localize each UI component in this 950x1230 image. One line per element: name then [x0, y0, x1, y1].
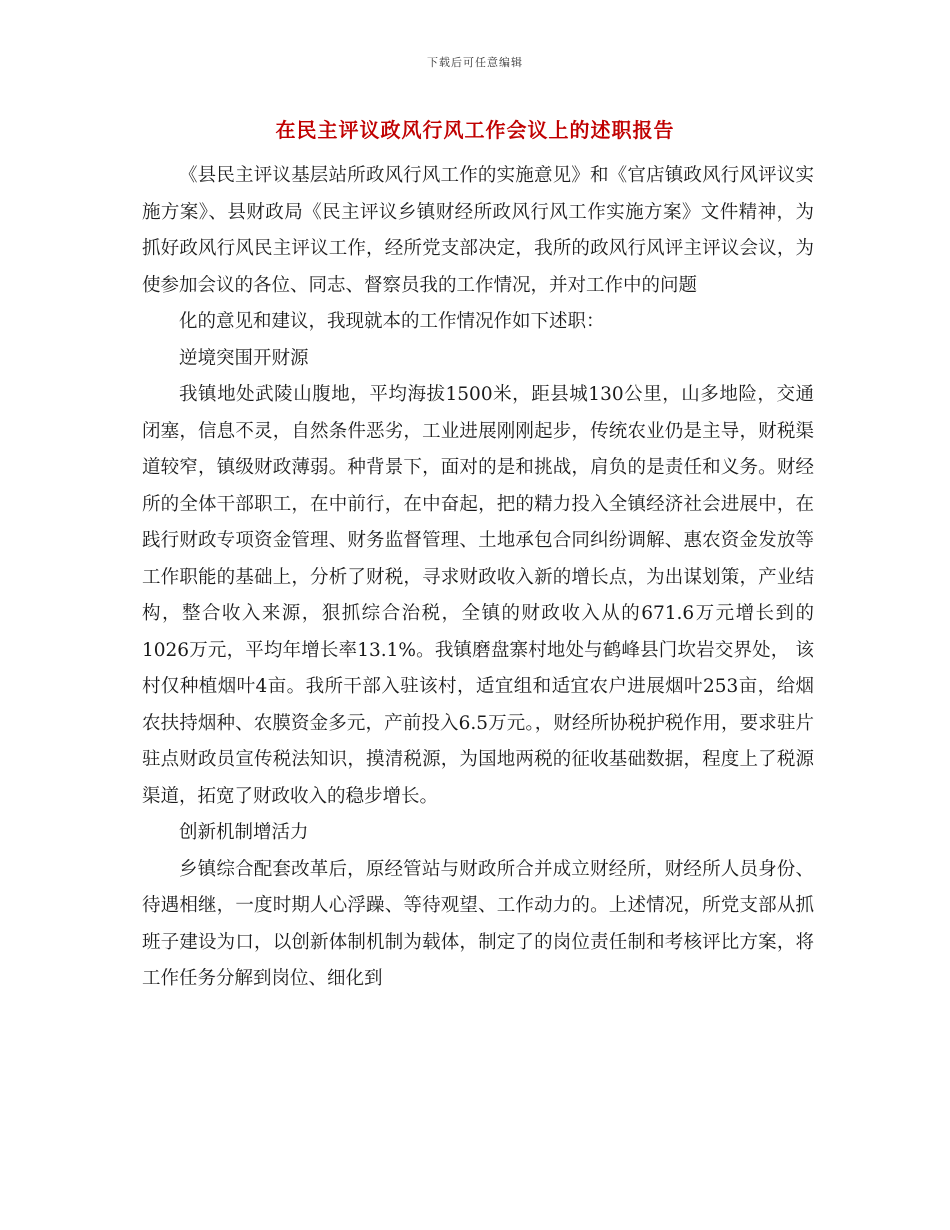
- document-title: 在民主评议政风行风工作会议上的述职报告: [275, 118, 675, 142]
- header-note: 下载后可任意编辑: [427, 56, 523, 69]
- paragraph: 《县民主评议基层站所政风行风工作的实施意见》和《官店镇政风行风评议实施方案》、县财政局《民主评议乡镇财经所政风行风工作实施方案》文件精神，为抓好政风行风民主评议工作，经所党支部决定，我所的政风行风评主评议会议，为使参加会议的各位、同志、督察员我的工作情况，并对工作中的问题: [142, 165, 814, 296]
- paragraph: 乡镇综合配套改革后，原经管站与财政所合并成立财经所，财经所人员身份、待遇相继，一度时期人心浮躁、等待观望、工作动力的。上述情况，所党支部从抓班子建设为口，以创新体制机制为载体，制定了的岗位责任制和考核评比方案，将工作任务分解到岗位、细化到: [142, 858, 814, 989]
- section-heading: 创新机制增活力: [179, 822, 309, 843]
- section-heading: 逆境突围开财源: [179, 347, 309, 369]
- document-body: [142, 158, 814, 998]
- paragraph: 我镇地处武陵山腹地，平均海拔1500米，距县城130公里，山多地险，交通闭塞，信息不灵，自然条件恶劣，工业进展刚刚起步，传统农业仍是主导，财税渠道较窄，镇级财政薄弱。种背景下，面对的是和挑战，肩负的是责任和义务。财经所的全体干部职工，在中前行，在中奋起，把的精力投入全镇经济社会进展中，在践行财政专项资金管理、财务监督管理、土地承包合同纠纷调解、惠农资金发放等工作职能的基础上，分析了财税，寻求财政收入新的增长点，为出谋划策，产业结构，整合收入来源，狠抓综合治税，全镇的财政收入从的671.6万元增长到的1026万元，平均年增长率13.1%。我镇磨盘寨村地处与鹤峰县门坎岩交界处， 该村仅种植烟叶4亩。我所干部入驻该村，适宜组和适宜农户进展烟叶253亩，给烟农扶持烟种、农膜资金多元，产前投入6.5万元。，财经所协税护税作用，要求驻片驻点财政员宣传税法知识，摸清税源，为国地两税的征收基础数据，程度上了税源渠道，拓宽了财政收入的稳步增长。: [142, 384, 814, 807]
- paragraph: 化的意见和建议，我现就本的工作情况作如下述职：: [179, 311, 605, 332]
